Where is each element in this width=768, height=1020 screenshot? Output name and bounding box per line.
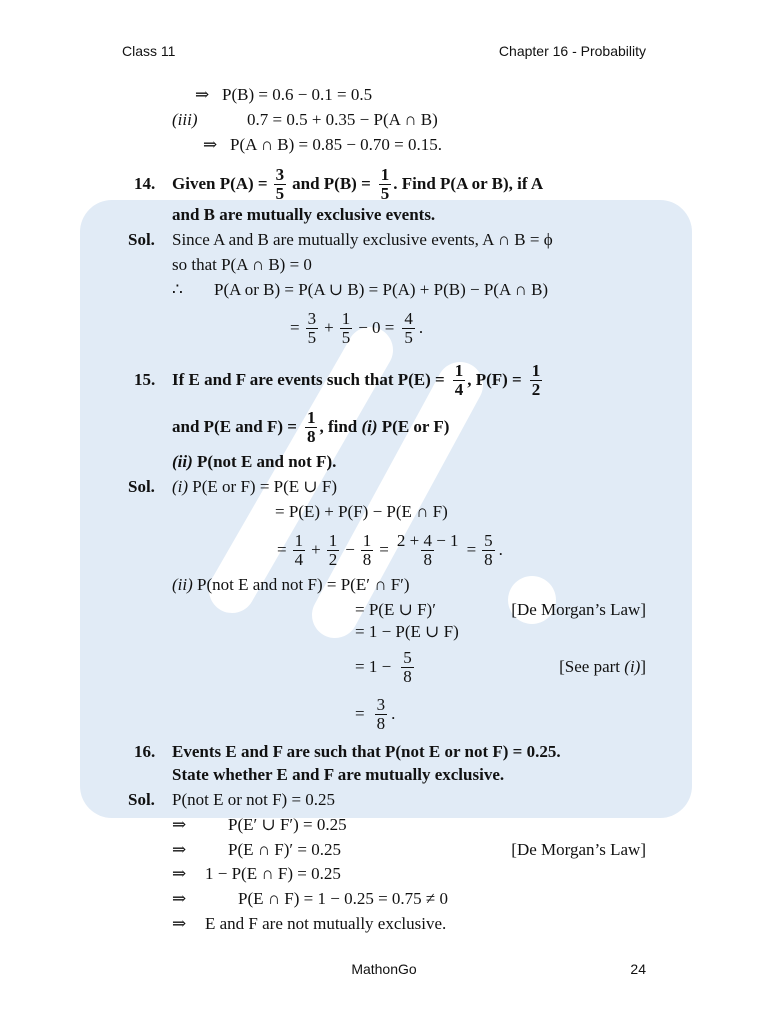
q15-fraction-2: $\frac{1}{2}$ <box>531 360 541 399</box>
q14-text-1: Given P(A) = <box>172 174 268 193</box>
q15-text-4a: , find <box>319 417 358 436</box>
footer-page-number: 24 <box>630 961 646 977</box>
footer-brand: MathonGo <box>351 961 417 977</box>
q16-question-line2: State whether E and F are mutually exclusive. <box>172 765 505 784</box>
q14-fraction-1: $\frac{3}{5}$ <box>275 164 285 203</box>
eq-sign: = <box>355 704 365 723</box>
sol15-part-i: (i) <box>172 477 189 496</box>
see-part-text: [See part <box>559 657 621 676</box>
q14-number: 14. <box>134 174 156 193</box>
sol15-eq1: P(E or F) = P(E ∪ F) <box>192 477 338 496</box>
plus-sign: + <box>324 318 334 337</box>
arrow-line-pb: ⇒ P(B) = 0.6 − 0.1 = 0.5 <box>195 85 373 104</box>
sol16-line6: E and F are not mutually exclusive. <box>205 914 447 933</box>
sol15-line2: = P(E) + P(F) − P(E ∩ F) <box>275 502 448 521</box>
sol15-line5: = P(E ∪ F)′ <box>355 600 436 619</box>
therefore-symbol: ∴ <box>172 280 183 299</box>
sol14-line3: P(A or B) = P(A ∪ B) = P(A) + P(B) − P(A ∩ B) <box>214 280 549 299</box>
sol15-fraction-1: $\frac{1}{4}$ <box>294 530 304 569</box>
header-chapter: Chapter 16 - Probability <box>498 43 646 59</box>
de-morgan-note-2: [De Morgan’s Law] <box>511 840 646 859</box>
q15-text-2: , P(F) = <box>467 370 522 389</box>
sol15-fraction-3: $\frac{1}{8}$ <box>362 530 372 569</box>
q14-text-3: . Find P(A or B), if A <box>393 174 544 193</box>
sol15-part-ii: (ii) <box>172 575 193 594</box>
sol16-line2: P(E′ ∪ F′) = 0.25 <box>228 815 347 834</box>
sol15-line6: = 1 − P(E ∪ F) <box>355 622 459 641</box>
sol15-line3 <box>277 528 503 572</box>
eq-sign: = <box>277 540 287 559</box>
q14-text-2: and P(B) = <box>292 174 371 193</box>
implies-arrow: ⇒ <box>172 914 187 933</box>
see-part-i: (i) <box>624 657 641 676</box>
q14-fraction-2: $\frac{1}{5}$ <box>380 164 390 203</box>
implies-arrow: ⇒ <box>172 840 187 859</box>
q15-text-5: P(not E and not F). <box>197 452 337 471</box>
sol15-fraction-7: $\frac{3}{8}$ <box>376 694 386 733</box>
q15-question-line2 <box>172 405 449 449</box>
sol15-line4 <box>172 575 410 595</box>
one-minus: = 1 − <box>355 657 392 676</box>
iii-equation: 0.7 = 0.5 + 0.35 − P(A ∩ B) <box>247 110 438 129</box>
q15-fraction-1: $\frac{1}{4}$ <box>454 360 464 399</box>
minus-zero: − 0 = <box>358 318 395 337</box>
see-part-close: ] <box>640 657 646 676</box>
q15-part-ii: (ii) <box>172 452 193 471</box>
q15-text-3: and P(E and F) = <box>172 417 297 436</box>
q15-text-4b: P(E or F) <box>381 417 450 436</box>
sol14-line1: Since A and B are mutually exclusive events, A ∩ B = ϕ <box>172 230 553 249</box>
sol14-result <box>290 308 423 348</box>
eq-sign: = <box>290 318 300 337</box>
eq-sign-3: = <box>466 540 477 559</box>
q15-text-1: If E and F are events such that P(E) = <box>172 370 445 389</box>
sol16-line4: 1 − P(E ∩ F) = 0.25 <box>205 864 341 883</box>
q14-question-line1 <box>172 164 543 204</box>
implies-arrow: ⇒ <box>172 864 187 883</box>
sol15-line7 <box>355 645 418 689</box>
sol15-label: Sol. <box>128 477 155 496</box>
q15-fraction-3: $\frac{1}{8}$ <box>306 407 316 446</box>
q14-question-line2: and B are mutually exclusive events. <box>172 205 436 224</box>
pab-equation: P(A ∩ B) = 0.85 − 0.70 = 0.15. <box>230 135 442 154</box>
arrow-line-pab: ⇒ P(A ∩ B) = 0.85 − 0.70 = 0.15. <box>203 135 442 154</box>
sol14-fraction-1: $\frac{3}{5}$ <box>307 308 317 347</box>
q15-number: 15. <box>134 370 156 389</box>
minus-sign: − <box>345 540 355 559</box>
sol15-fraction-2: $\frac{1}{2}$ <box>328 530 338 569</box>
plus-sign: + <box>311 540 321 559</box>
sol15-line8 <box>355 692 395 736</box>
sol15-fraction-4: $\frac{2 + 4 - 1}{8}$ <box>396 530 459 569</box>
sol15-fraction-6: $\frac{5}{8}$ <box>403 647 412 686</box>
implies-arrow: ⇒ <box>172 889 187 908</box>
sol16-line3: P(E ∩ F)′ = 0.25 <box>228 840 341 859</box>
header-class: Class 11 <box>122 43 176 59</box>
sol15-eq4: P(not E and not F) = P(E′ ∩ F′) <box>197 575 410 594</box>
q15-question-line3 <box>172 452 336 472</box>
part-iii-label: (iii) <box>172 110 198 129</box>
sol14-fraction-2: $\frac{1}{5}$ <box>341 308 351 347</box>
de-morgan-note-1: [De Morgan’s Law] <box>511 600 646 619</box>
sol14-line2: so that P(A ∩ B) = 0 <box>172 255 312 274</box>
q15-part-i: (i) <box>361 417 378 436</box>
period: . <box>418 318 424 337</box>
sol16-line1: P(not E or not F) = 0.25 <box>172 790 336 809</box>
see-part-note <box>559 657 646 677</box>
sol16-line5: P(E ∩ F) = 1 − 0.25 = 0.75 ≠ 0 <box>238 889 448 908</box>
sol14-fraction-3: $\frac{4}{5}$ <box>404 308 413 347</box>
sol16-label: Sol. <box>128 790 155 809</box>
sol14-label: Sol. <box>128 230 155 249</box>
q16-number: 16. <box>134 742 156 761</box>
sol15-fraction-5: $\frac{5}{8}$ <box>484 530 493 569</box>
period: . <box>498 540 503 559</box>
sol15-line1 <box>172 477 337 497</box>
period: . <box>391 704 396 723</box>
eq-sign-2: = <box>379 540 389 559</box>
pb-equation: P(B) = 0.6 − 0.1 = 0.5 <box>222 85 373 104</box>
q15-question-line1 <box>172 358 542 402</box>
implies-arrow: ⇒ <box>172 815 187 834</box>
q16-question-line1: Events E and F are such that P(not E or not F) = 0.25. <box>172 742 561 761</box>
